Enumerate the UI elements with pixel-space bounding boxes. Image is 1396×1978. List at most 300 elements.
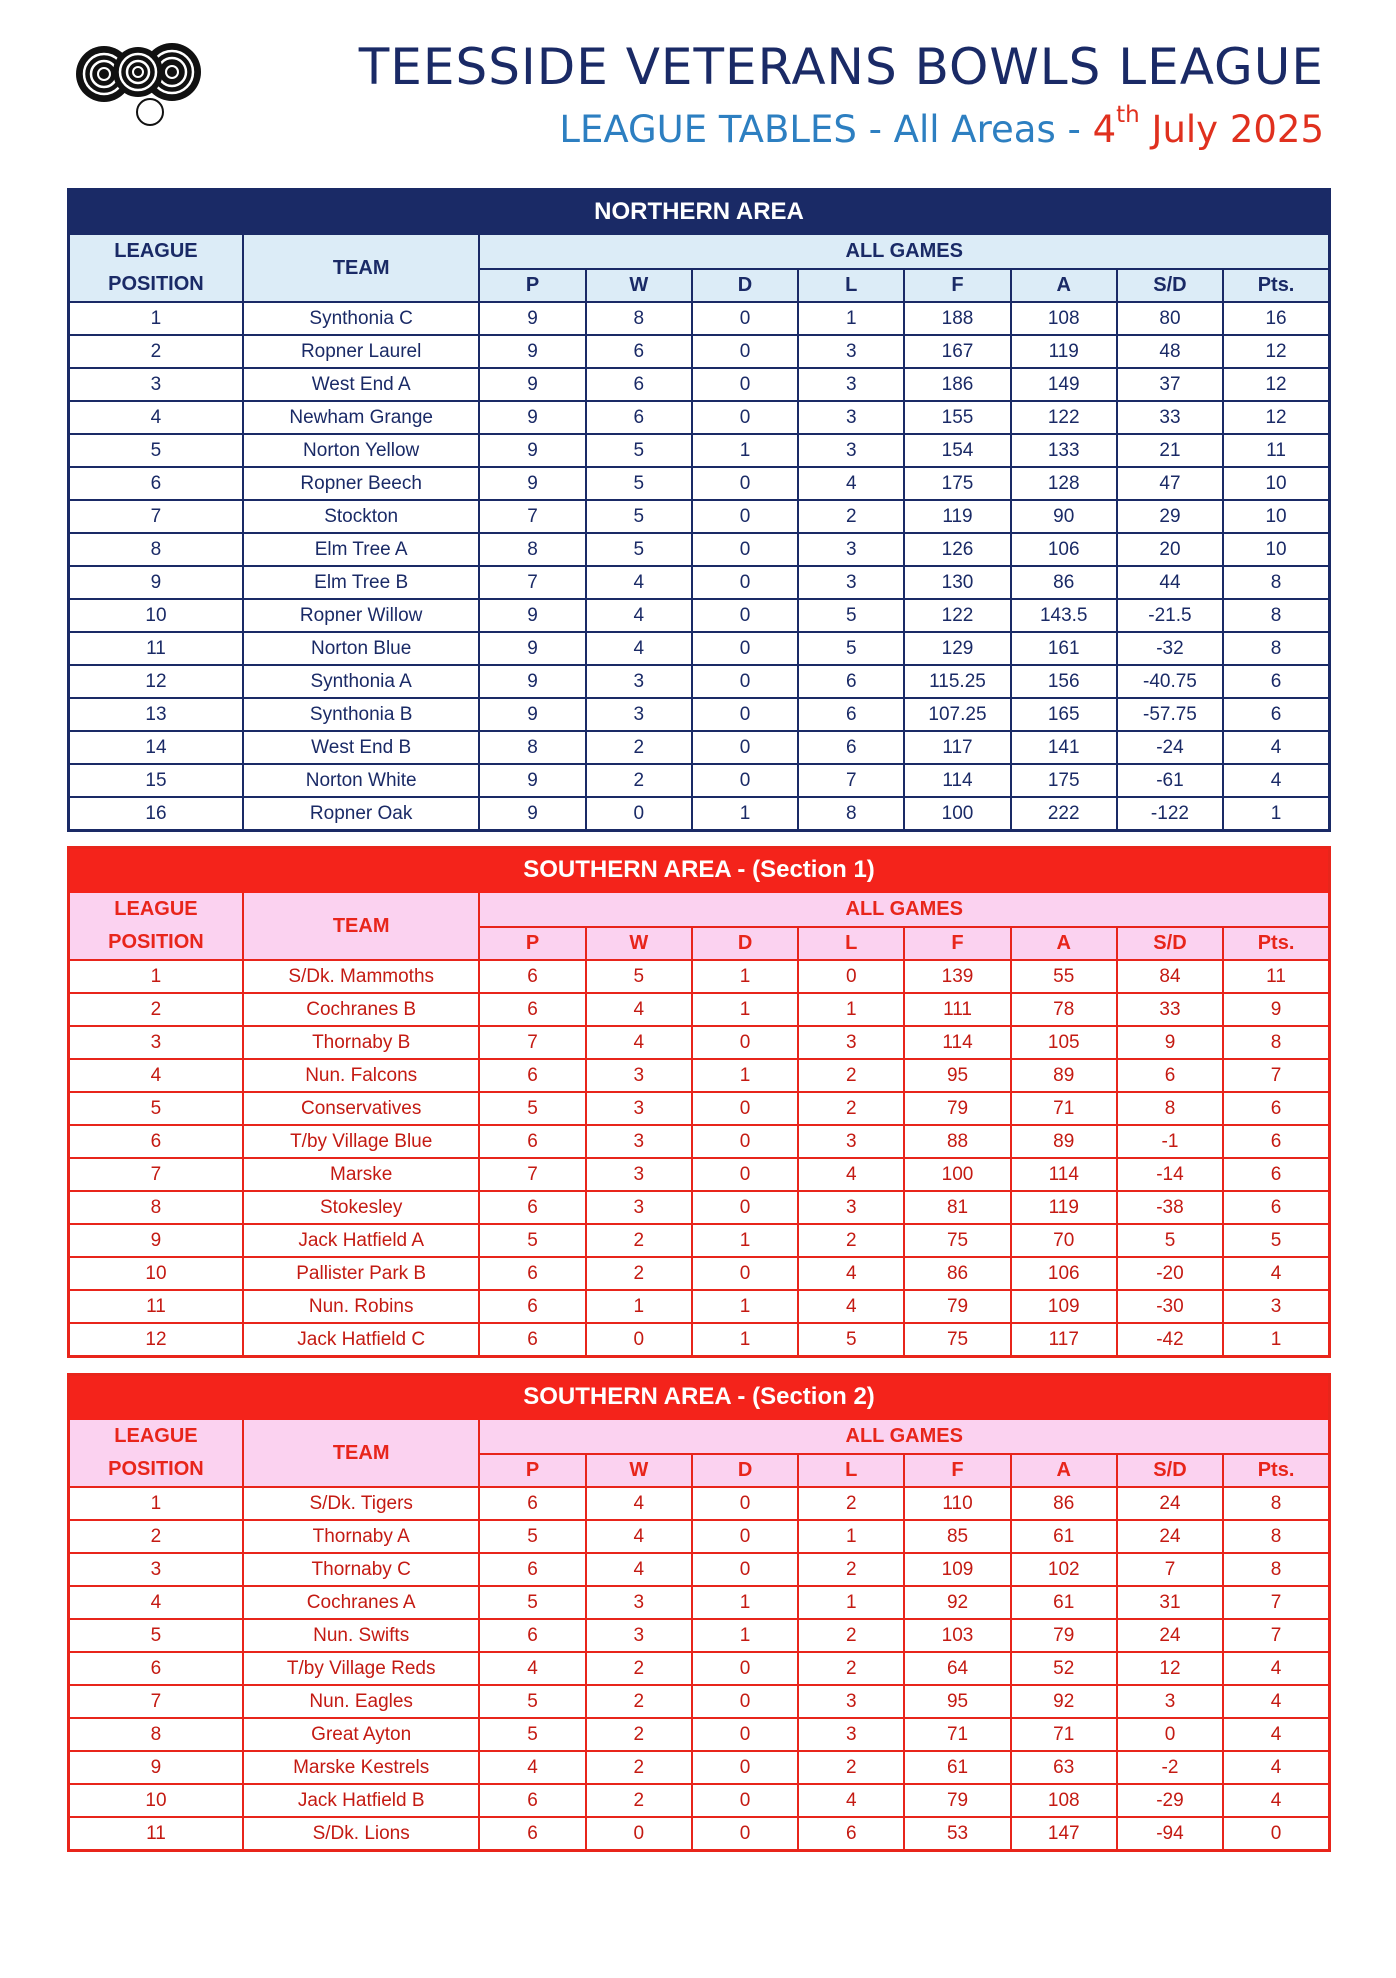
table-row <box>69 599 1330 632</box>
stat-cell: 4 <box>1223 764 1329 797</box>
stat-cell: 0 <box>586 1817 692 1851</box>
stat-cell: 0 <box>692 1685 798 1718</box>
position-cell: 10 <box>69 1784 243 1817</box>
stat-cell: 6 <box>798 665 904 698</box>
stat-cell: 143.5 <box>1011 599 1117 632</box>
stat-cell: 0 <box>586 1323 692 1357</box>
stat-cell: 115.25 <box>904 665 1010 698</box>
stat-cell: 1 <box>692 960 798 993</box>
position-cell: 8 <box>69 533 243 566</box>
stat-cell: 7 <box>1223 1586 1329 1619</box>
col-header-stat: L <box>798 269 904 302</box>
table-row <box>69 434 1330 467</box>
stat-cell: 0 <box>692 1158 798 1191</box>
stat-cell: 61 <box>1011 1586 1117 1619</box>
stat-cell: 8 <box>479 533 585 566</box>
stat-cell: 128 <box>1011 467 1117 500</box>
stat-cell: 79 <box>904 1290 1010 1323</box>
stat-cell: 53 <box>904 1817 1010 1851</box>
stat-cell: 1 <box>798 993 904 1026</box>
page-title: TEESSIDE VETERANS BOWLS LEAGUE <box>358 38 1324 96</box>
stat-cell: 2 <box>586 1224 692 1257</box>
stat-cell: 3 <box>586 698 692 731</box>
col-header-position: LEAGUE POSITION <box>69 892 243 960</box>
table-row <box>69 1257 1330 1290</box>
col-header-stat: S/D <box>1117 1454 1223 1487</box>
stat-cell: -94 <box>1117 1817 1223 1851</box>
stat-cell: 9 <box>1223 993 1329 1026</box>
stat-cell: 12 <box>1117 1652 1223 1685</box>
stat-cell: 161 <box>1011 632 1117 665</box>
position-cell: 10 <box>69 1257 243 1290</box>
stat-cell: 6 <box>479 1817 585 1851</box>
stat-cell: 0 <box>692 1092 798 1125</box>
table-row <box>69 1652 1330 1685</box>
stat-cell: 122 <box>1011 401 1117 434</box>
stat-cell: 8 <box>1223 1553 1329 1586</box>
stat-cell: 6 <box>586 368 692 401</box>
stat-cell: 1 <box>798 1586 904 1619</box>
stat-cell: 8 <box>1223 599 1329 632</box>
col-header-stat: A <box>1011 927 1117 960</box>
col-header-stat: A <box>1011 269 1117 302</box>
stat-cell: 95 <box>904 1059 1010 1092</box>
stat-cell: 37 <box>1117 368 1223 401</box>
stat-cell: 0 <box>692 764 798 797</box>
position-cell: 5 <box>69 1619 243 1652</box>
table-row <box>69 1323 1330 1357</box>
stat-cell: 3 <box>798 533 904 566</box>
stat-cell: 5 <box>479 1092 585 1125</box>
stat-cell: 1 <box>692 1323 798 1357</box>
table-row <box>69 1586 1330 1619</box>
stat-cell: 4 <box>586 566 692 599</box>
col-header-stat: D <box>692 1454 798 1487</box>
stat-cell: 78 <box>1011 993 1117 1026</box>
stat-cell: 75 <box>904 1323 1010 1357</box>
stat-cell: 20 <box>1117 533 1223 566</box>
table-row <box>69 1158 1330 1191</box>
stat-cell: 86 <box>1011 1487 1117 1520</box>
stat-cell: 95 <box>904 1685 1010 1718</box>
table-row <box>69 335 1330 368</box>
position-cell: 7 <box>69 1685 243 1718</box>
stat-cell: 114 <box>904 764 1010 797</box>
team-cell: Thornaby C <box>243 1553 480 1586</box>
bowls-balls-icon <box>74 32 208 128</box>
stat-cell: 2 <box>586 1685 692 1718</box>
stat-cell: 24 <box>1117 1487 1223 1520</box>
table-row <box>69 764 1330 797</box>
stat-cell: 5 <box>798 599 904 632</box>
team-cell: Elm Tree B <box>243 566 480 599</box>
stat-cell: 6 <box>479 1059 585 1092</box>
col-header-stat: P <box>479 927 585 960</box>
team-cell: Elm Tree A <box>243 533 480 566</box>
stat-cell: 90 <box>1011 500 1117 533</box>
stat-cell: 167 <box>904 335 1010 368</box>
stat-cell: 88 <box>904 1125 1010 1158</box>
stat-cell: 5 <box>479 1520 585 1553</box>
stat-cell: 2 <box>798 1751 904 1784</box>
col-header-stat: Pts. <box>1223 1454 1329 1487</box>
stat-cell: 139 <box>904 960 1010 993</box>
position-cell: 5 <box>69 434 243 467</box>
team-cell: Cochranes B <box>243 993 480 1026</box>
stat-cell: 126 <box>904 533 1010 566</box>
table-row <box>69 698 1330 731</box>
stat-cell: 6 <box>479 1125 585 1158</box>
stat-cell: 8 <box>1223 1487 1329 1520</box>
stat-cell: 48 <box>1117 335 1223 368</box>
stat-cell: -32 <box>1117 632 1223 665</box>
team-cell: Stockton <box>243 500 480 533</box>
stat-cell: 4 <box>586 1553 692 1586</box>
team-cell: Ropner Oak <box>243 797 480 831</box>
col-header-position: LEAGUE POSITION <box>69 1419 243 1487</box>
stat-cell: 3 <box>1223 1290 1329 1323</box>
page-subtitle <box>559 102 1324 151</box>
stat-cell: 108 <box>1011 302 1117 335</box>
stat-cell: 3 <box>586 1092 692 1125</box>
team-cell: S/Dk. Tigers <box>243 1487 480 1520</box>
table-row <box>69 1224 1330 1257</box>
stat-cell: 12 <box>1223 368 1329 401</box>
stat-cell: 6 <box>798 1817 904 1851</box>
stat-cell: 108 <box>1011 1784 1117 1817</box>
table-row <box>69 993 1330 1026</box>
col-header-all-games: ALL GAMES <box>479 892 1329 927</box>
stat-cell: 4 <box>1223 1652 1329 1685</box>
table-row <box>69 1092 1330 1125</box>
stat-cell: 0 <box>1223 1817 1329 1851</box>
stat-cell: 0 <box>692 1751 798 1784</box>
stat-cell: 6 <box>479 1257 585 1290</box>
table-row <box>69 665 1330 698</box>
position-cell: 12 <box>69 665 243 698</box>
stat-cell: -24 <box>1117 731 1223 764</box>
stat-cell: 6 <box>1223 1158 1329 1191</box>
stat-cell: 5 <box>479 1586 585 1619</box>
stat-cell: -61 <box>1117 764 1223 797</box>
stat-cell: -40.75 <box>1117 665 1223 698</box>
team-cell: Ropner Laurel <box>243 335 480 368</box>
stat-cell: 0 <box>692 632 798 665</box>
area-name: SOUTHERN AREA <box>523 1383 731 1410</box>
stat-cell: 7 <box>479 566 585 599</box>
team-cell: West End B <box>243 731 480 764</box>
stat-cell: 61 <box>904 1751 1010 1784</box>
stat-cell: 33 <box>1117 993 1223 1026</box>
team-cell: Synthonia A <box>243 665 480 698</box>
stat-cell: 1 <box>692 1586 798 1619</box>
stat-cell: 9 <box>479 764 585 797</box>
stat-cell: 0 <box>692 335 798 368</box>
table-row <box>69 1685 1330 1718</box>
stat-cell: 21 <box>1117 434 1223 467</box>
stat-cell: -122 <box>1117 797 1223 831</box>
stat-cell: 71 <box>904 1718 1010 1751</box>
stat-cell: 5 <box>1117 1224 1223 1257</box>
stat-cell: 0 <box>692 1257 798 1290</box>
stat-cell: 1 <box>692 993 798 1026</box>
stat-cell: 0 <box>1117 1718 1223 1751</box>
position-cell: 4 <box>69 401 243 434</box>
position-cell: 3 <box>69 1553 243 1586</box>
stat-cell: 2 <box>586 1784 692 1817</box>
stat-cell: 110 <box>904 1487 1010 1520</box>
stat-cell: 1 <box>586 1290 692 1323</box>
stat-cell: 9 <box>479 335 585 368</box>
stat-cell: 188 <box>904 302 1010 335</box>
stat-cell: 117 <box>1011 1323 1117 1357</box>
stat-cell: 0 <box>692 1817 798 1851</box>
stat-cell: 3 <box>798 335 904 368</box>
stat-cell: 2 <box>798 1553 904 1586</box>
team-cell: Nun. Falcons <box>243 1059 480 1092</box>
stat-cell: 5 <box>798 632 904 665</box>
stat-cell: 7 <box>479 1158 585 1191</box>
team-cell: Cochranes A <box>243 1586 480 1619</box>
stat-cell: 6 <box>586 401 692 434</box>
stat-cell: 7 <box>479 500 585 533</box>
position-cell: 11 <box>69 1817 243 1851</box>
stat-cell: 175 <box>904 467 1010 500</box>
col-header-stat: W <box>586 269 692 302</box>
stat-cell: 9 <box>479 302 585 335</box>
stat-cell: 0 <box>692 302 798 335</box>
stat-cell: 2 <box>798 500 904 533</box>
stat-cell: 8 <box>479 731 585 764</box>
stat-cell: 100 <box>904 1158 1010 1191</box>
stat-cell: 2 <box>798 1059 904 1092</box>
stat-cell: 2 <box>798 1619 904 1652</box>
stat-cell: -29 <box>1117 1784 1223 1817</box>
stat-cell: 79 <box>1011 1619 1117 1652</box>
position-cell: 6 <box>69 1652 243 1685</box>
stat-cell: 8 <box>1223 566 1329 599</box>
stat-cell: 109 <box>904 1553 1010 1586</box>
stat-cell: 7 <box>1117 1553 1223 1586</box>
stat-cell: 12 <box>1223 401 1329 434</box>
position-cell: 9 <box>69 566 243 599</box>
stat-cell: 165 <box>1011 698 1117 731</box>
stat-cell: 63 <box>1011 1751 1117 1784</box>
date-rest: July 2025 <box>1139 108 1324 151</box>
stat-cell: 6 <box>1223 1125 1329 1158</box>
stat-cell: 0 <box>692 1125 798 1158</box>
col-header-position: LEAGUE POSITION <box>69 234 243 302</box>
position-cell: 10 <box>69 599 243 632</box>
stat-cell: 8 <box>1223 1520 1329 1553</box>
stat-cell: 4 <box>1223 1257 1329 1290</box>
col-header-stat: F <box>904 269 1010 302</box>
stat-cell: 92 <box>904 1586 1010 1619</box>
stat-cell: 64 <box>904 1652 1010 1685</box>
stat-cell: 9 <box>479 665 585 698</box>
col-header-stat: D <box>692 927 798 960</box>
position-cell: 5 <box>69 1092 243 1125</box>
stat-cell: 6 <box>479 1290 585 1323</box>
stat-cell: 9 <box>1117 1026 1223 1059</box>
table-row <box>69 1817 1330 1851</box>
stat-cell: 9 <box>479 599 585 632</box>
col-header-stat: Pts. <box>1223 927 1329 960</box>
team-cell: S/Dk. Mammoths <box>243 960 480 993</box>
position-cell: 8 <box>69 1191 243 1224</box>
table-row <box>69 960 1330 993</box>
stat-cell: 71 <box>1011 1718 1117 1751</box>
stat-cell: 2 <box>586 1257 692 1290</box>
stat-cell: 114 <box>1011 1158 1117 1191</box>
position-cell: 13 <box>69 698 243 731</box>
team-cell: S/Dk. Lions <box>243 1817 480 1851</box>
stat-cell: 5 <box>586 467 692 500</box>
col-header-all-games: ALL GAMES <box>479 234 1329 269</box>
stat-cell: 0 <box>692 1784 798 1817</box>
stat-cell: 4 <box>798 1257 904 1290</box>
stat-cell: 106 <box>1011 1257 1117 1290</box>
stat-cell: 100 <box>904 797 1010 831</box>
stat-cell: 117 <box>904 731 1010 764</box>
stat-cell: -20 <box>1117 1257 1223 1290</box>
stat-cell: 3 <box>586 1125 692 1158</box>
stat-cell: 9 <box>479 467 585 500</box>
stat-cell: 4 <box>1223 1685 1329 1718</box>
stat-cell: 5 <box>586 434 692 467</box>
stat-cell: 3 <box>586 1619 692 1652</box>
stat-cell: 33 <box>1117 401 1223 434</box>
position-cell: 11 <box>69 632 243 665</box>
date-suffix: th <box>1116 102 1140 128</box>
stat-cell: 222 <box>1011 797 1117 831</box>
position-cell: 1 <box>69 960 243 993</box>
stat-cell: 4 <box>586 632 692 665</box>
stat-cell: 141 <box>1011 731 1117 764</box>
table-row <box>69 401 1330 434</box>
area-name: SOUTHERN AREA <box>523 856 731 883</box>
stat-cell: 102 <box>1011 1553 1117 1586</box>
table-row <box>69 302 1330 335</box>
stat-cell: 5 <box>479 1718 585 1751</box>
col-header-stat: L <box>798 927 904 960</box>
team-cell: Thornaby A <box>243 1520 480 1553</box>
stat-cell: 84 <box>1117 960 1223 993</box>
stat-cell: 3 <box>798 1125 904 1158</box>
stat-cell: 7 <box>1223 1059 1329 1092</box>
stat-cell: 114 <box>904 1026 1010 1059</box>
stat-cell: -38 <box>1117 1191 1223 1224</box>
stat-cell: 81 <box>904 1191 1010 1224</box>
stat-cell: 6 <box>1223 665 1329 698</box>
stat-cell: 12 <box>1223 335 1329 368</box>
stat-cell: 3 <box>798 1718 904 1751</box>
col-header-team: TEAM <box>243 1419 480 1487</box>
stat-cell: 2 <box>798 1092 904 1125</box>
table-row <box>69 500 1330 533</box>
stat-cell: 7 <box>798 764 904 797</box>
stat-cell: 6 <box>1223 698 1329 731</box>
stat-cell: 107.25 <box>904 698 1010 731</box>
table-row <box>69 1553 1330 1586</box>
stat-cell: 4 <box>798 1784 904 1817</box>
team-cell: Synthonia B <box>243 698 480 731</box>
stat-cell: 0 <box>692 1191 798 1224</box>
area-title <box>69 848 1330 893</box>
stat-cell: 11 <box>1223 434 1329 467</box>
stat-cell: 1 <box>1223 797 1329 831</box>
stat-cell: 3 <box>1117 1685 1223 1718</box>
table-row <box>69 1026 1330 1059</box>
stat-cell: 106 <box>1011 533 1117 566</box>
stat-cell: 1 <box>798 1520 904 1553</box>
stat-cell: 29 <box>1117 500 1223 533</box>
stat-cell: 5 <box>479 1224 585 1257</box>
team-cell: Norton Blue <box>243 632 480 665</box>
stat-cell: 6 <box>479 1553 585 1586</box>
stat-cell: 10 <box>1223 467 1329 500</box>
area-section: - (Section 2) <box>730 1383 875 1410</box>
team-cell: T/by Village Reds <box>243 1652 480 1685</box>
stat-cell: 8 <box>798 797 904 831</box>
col-header-stat: Pts. <box>1223 269 1329 302</box>
stat-cell: 6 <box>479 1323 585 1357</box>
stat-cell: 0 <box>692 1520 798 1553</box>
stat-cell: 5 <box>586 960 692 993</box>
stat-cell: 119 <box>904 500 1010 533</box>
table-row <box>69 1487 1330 1520</box>
table-row <box>69 1751 1330 1784</box>
team-cell: Thornaby B <box>243 1026 480 1059</box>
stat-cell: 122 <box>904 599 1010 632</box>
stat-cell: 3 <box>798 1026 904 1059</box>
stat-cell: 0 <box>692 500 798 533</box>
stat-cell: 9 <box>479 698 585 731</box>
position-cell: 15 <box>69 764 243 797</box>
table-row <box>69 566 1330 599</box>
stat-cell: 147 <box>1011 1817 1117 1851</box>
stat-cell: 10 <box>1223 533 1329 566</box>
stat-cell: 0 <box>692 665 798 698</box>
table-row <box>69 1718 1330 1751</box>
stat-cell: -21.5 <box>1117 599 1223 632</box>
stat-cell: 31 <box>1117 1586 1223 1619</box>
team-cell: Nun. Swifts <box>243 1619 480 1652</box>
stat-cell: 24 <box>1117 1520 1223 1553</box>
stat-cell: 89 <box>1011 1059 1117 1092</box>
team-cell: Pallister Park B <box>243 1257 480 1290</box>
area-section: - (Section 1) <box>730 856 875 883</box>
stat-cell: 71 <box>1011 1092 1117 1125</box>
stat-cell: 154 <box>904 434 1010 467</box>
stat-cell: 4 <box>798 467 904 500</box>
team-cell: Marske Kestrels <box>243 1751 480 1784</box>
table-row <box>69 1520 1330 1553</box>
stat-cell: 6 <box>479 1191 585 1224</box>
position-cell: 16 <box>69 797 243 831</box>
stat-cell: 6 <box>479 960 585 993</box>
stat-cell: 6 <box>479 1487 585 1520</box>
stat-cell: 86 <box>1011 566 1117 599</box>
stat-cell: 103 <box>904 1619 1010 1652</box>
position-cell: 1 <box>69 1487 243 1520</box>
table-row <box>69 1125 1330 1158</box>
stat-cell: 2 <box>586 1652 692 1685</box>
position-cell: 4 <box>69 1059 243 1092</box>
position-cell: 4 <box>69 1586 243 1619</box>
stat-cell: 2 <box>798 1224 904 1257</box>
col-header-stat: S/D <box>1117 927 1223 960</box>
